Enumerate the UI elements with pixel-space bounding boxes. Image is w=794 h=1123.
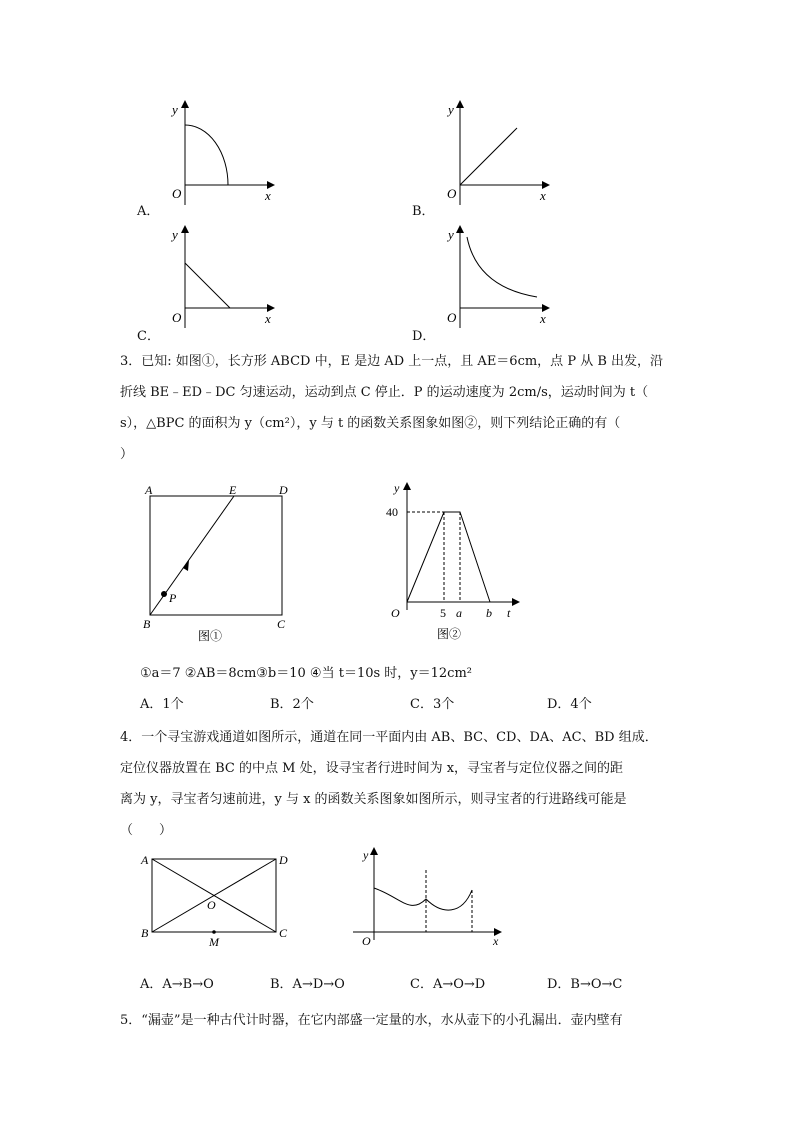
q2-option-c[interactable]	[135, 225, 285, 345]
vertex-d: D	[279, 483, 288, 497]
axis-y: y	[172, 227, 178, 242]
q4-options	[140, 969, 660, 1000]
axis-x: x	[540, 311, 546, 326]
q3-line-3: s），△BPC 的面积为 y（cm²），y 与 t 的函数关系图象如图②，则下列结论正确的有（	[120, 416, 621, 431]
q4-stem	[120, 722, 680, 846]
origin-label: O	[172, 310, 182, 325]
figure-caption: 图①	[198, 629, 223, 643]
axis-y: y	[394, 481, 400, 495]
vertex-b: B	[141, 926, 149, 940]
q3-line-4: ）	[120, 447, 134, 462]
origin-label: O	[172, 186, 182, 201]
q4-line-4: （ ）	[120, 823, 173, 838]
value-40: 40	[386, 505, 398, 519]
q4-figure-2	[350, 845, 510, 950]
option-label: C．	[137, 329, 160, 344]
graph-a	[165, 100, 275, 210]
q4-option-a[interactable]: A．A→B→O	[140, 977, 214, 992]
q3-figure-2	[380, 478, 530, 648]
q2-option-d[interactable]	[410, 225, 560, 345]
option-label: B．	[412, 204, 435, 219]
vertex-c: C	[279, 926, 288, 940]
tick-b: b	[486, 606, 492, 620]
q2-option-b[interactable]	[410, 100, 560, 220]
q3-option-d[interactable]: D．4个	[547, 697, 592, 712]
q2-option-a[interactable]	[135, 100, 285, 220]
origin-label: O	[391, 606, 400, 620]
q4-option-d[interactable]: D．B→O→C	[547, 977, 623, 992]
midpoint-m: M	[209, 935, 219, 948]
axis-t: t	[507, 606, 511, 620]
figure-caption: 图②	[437, 627, 462, 641]
vertex-a: A	[145, 483, 153, 497]
q4-option-b[interactable]: B．A→D→O	[270, 977, 345, 992]
option-label: A．	[137, 204, 160, 219]
axis-y: y	[448, 102, 454, 117]
q3-options	[140, 689, 660, 720]
q4-figure-1	[138, 848, 298, 948]
q3-option-c[interactable]: C．3个	[410, 697, 455, 712]
axis-x: x	[540, 188, 546, 203]
axis-y: y	[172, 102, 178, 117]
q3-statements: ①a＝7 ②AB＝8cm③b＝10 ④当 t＝10s 时，y＝12cm²	[140, 666, 472, 681]
q4-line-2: 定位仪器放置在 BC 的中点 M 处，设寻宝者行进时间为 x，寻宝者与定位仪器之间的距	[120, 761, 624, 776]
origin-label: O	[362, 934, 371, 948]
axis-y: y	[363, 848, 369, 862]
vertex-a: A	[141, 853, 149, 867]
q3-line-1: 3．已知: 如图①，长方形 ABCD 中，E 是边 AD 上一点，且 AE＝6cm，点 P 从 B 出发，沿	[120, 354, 664, 369]
vertex-d: D	[279, 853, 288, 867]
graph-c	[165, 225, 275, 335]
q4-line-1: 4．一个寻宝游戏通道如图所示，通道在同一平面内由 AB、BC、CD、DA、AC、BD 组成．	[120, 730, 658, 745]
center-o: O	[207, 898, 216, 912]
vertex-c: C	[277, 617, 286, 631]
q3-option-b[interactable]: B．2个	[270, 697, 314, 712]
q3-figure-1	[140, 480, 300, 650]
axis-y: y	[448, 227, 454, 242]
q3-option-a[interactable]: A．1个	[140, 697, 184, 712]
q3-line-2: 折线 BE﹣ED﹣DC 匀速运动，运动到点 C 停止．P 的运动速度为 2cm/s，运动时间为 t（	[120, 385, 649, 400]
origin-label: O	[447, 310, 457, 325]
q5-line-1: 5．“漏壶”是一种古代计时器，在它内部盛一定量的水，水从壶下的小孔漏出．壶内壁有	[120, 1013, 623, 1028]
tick-5: 5	[440, 606, 446, 620]
option-label: D．	[412, 329, 436, 344]
q4-line-3: 离为 y，寻宝者匀速前进，y 与 x 的函数关系图象如图所示，则寻宝者的行进路线可能是	[120, 792, 627, 807]
axis-x: x	[493, 934, 499, 948]
point-p: P	[169, 591, 177, 605]
vertex-e: E	[229, 483, 237, 497]
graph-b	[440, 100, 550, 210]
origin-label: O	[447, 186, 457, 201]
graph-d	[440, 225, 550, 335]
axis-x: x	[265, 311, 271, 326]
axis-x: x	[265, 188, 271, 203]
vertex-b: B	[143, 617, 151, 631]
tick-a: a	[456, 606, 462, 620]
q3-stem	[120, 346, 680, 470]
q4-option-c[interactable]: C．A→O→D	[410, 977, 486, 992]
